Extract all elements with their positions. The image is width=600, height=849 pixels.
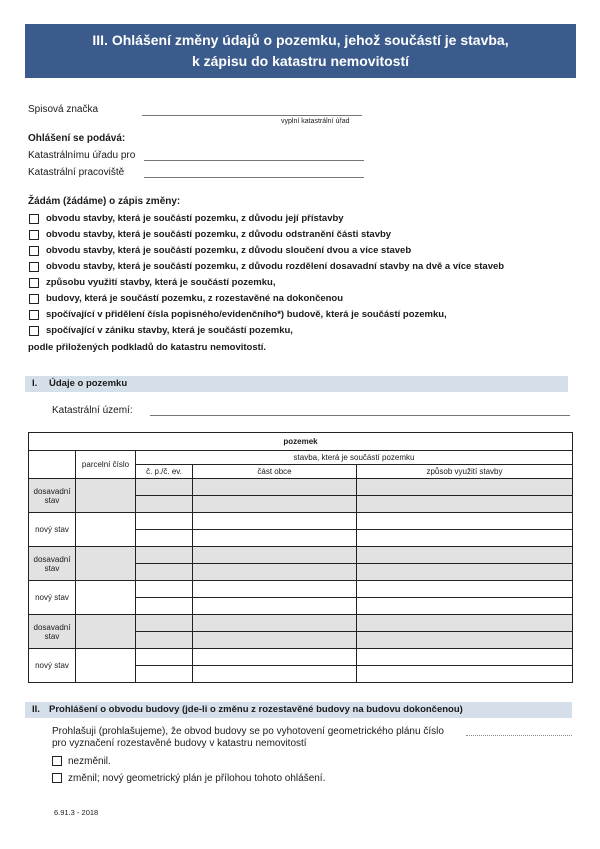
row-label: dosavadní stav [29,615,76,649]
zpusob-cell[interactable] [357,513,573,547]
change-option-5: způsobu využití stavby, která je součástí pozemku, [46,277,276,288]
parcelni-cell[interactable] [76,547,136,581]
form-code: 6.91.3 - 2018 [54,808,99,817]
table-header-stavba: stavba, která je součástí pozemku [136,451,573,465]
parcelni-cell[interactable] [76,513,136,547]
cp-cell[interactable] [136,547,193,581]
spisova-field[interactable] [142,115,362,116]
change-option-6: budovy, která je součástí pozemku, z rozestavěné na dokončenou [46,293,344,304]
zmenil-label: změnil; nový geometrický plán je přílohou tohoto ohlášení. [68,773,326,784]
cp-cell[interactable] [136,479,193,513]
change-checkbox-4[interactable] [29,262,39,272]
cp-cell[interactable] [136,581,193,615]
nezmenil-checkbox[interactable] [52,756,62,766]
table-header-zpusob: způsob využití stavby [357,465,573,479]
cast-obce-cell[interactable] [193,479,357,513]
zpusob-cell[interactable] [357,615,573,649]
zpusob-cell[interactable] [357,479,573,513]
table-row [29,547,573,581]
change-checkbox-5[interactable] [29,278,39,288]
spisova-label: Spisová značka [28,104,99,115]
row-label: dosavadní stav [29,479,76,513]
parcel-table [28,432,573,683]
zmenil-checkbox[interactable] [52,773,62,783]
section-1-bar [25,376,568,392]
change-option-3: obvodu stavby, která je součástí pozemku, z důvodu sloučení dvou a více staveb [46,245,412,256]
cp-cell[interactable] [136,513,193,547]
katastralni-label: Katastrální území: [52,405,133,416]
change-checkbox-3[interactable] [29,246,39,256]
cast-obce-cell[interactable] [193,513,357,547]
cast-obce-cell[interactable] [193,649,357,683]
header-line-2: k zápisu do katastru nemovitostí [191,53,410,69]
section-1-title: Údaje o pozemku [49,378,128,389]
cast-obce-cell[interactable] [193,581,357,615]
prohlaseni-text-1: Prohlašuji (prohlašujeme), že obvod budovy se po vyhotovení geometrického plánu číslo [52,726,444,737]
table-row [29,513,573,547]
form-header [25,24,576,78]
parcelni-cell[interactable] [76,649,136,683]
section-1-number: I. [32,378,38,389]
cast-obce-cell[interactable] [193,615,357,649]
change-checkbox-2[interactable] [29,230,39,240]
parcelni-cell[interactable] [76,615,136,649]
podava-label: Ohlášení se podává: [28,133,126,144]
section-2-number: II. [32,704,40,715]
cast-obce-cell[interactable] [193,547,357,581]
zpusob-cell[interactable] [357,547,573,581]
table-header-cast-obce: část obce [193,465,357,479]
change-option-4: obvodu stavby, která je součástí pozemku, z důvodu rozdělení dosavadní stavby na dvě a více staveb [46,261,505,272]
row-label: nový stav [29,581,76,615]
table-header-blank [29,451,76,479]
prohlaseni-text-2: pro vyznačení rozestavěné budovy v katastru nemovitostí [52,738,307,749]
change-option-1: obvodu stavby, která je součástí pozemku, z důvodu její přístavby [46,213,344,224]
table-header-parcelni: parcelní číslo [76,451,136,479]
pracoviste-label: Katastrální pracoviště [28,167,125,178]
pracoviste-field[interactable] [144,177,364,178]
zadam-footer: podle přiložených podkladů do katastru nemovitostí. [28,342,267,353]
change-checkbox-1[interactable] [29,214,39,224]
change-option-7: spočívající v přidělení čísla popisného/evidenčního*) budově, která je součástí pozemku, [46,309,447,320]
header-line-1: III. Ohlášení změny údajů o pozemku, jehož součástí je stavba, [92,32,509,48]
change-option-8: spočívající v zániku stavby, která je součástí pozemku, [46,325,293,336]
zpusob-cell[interactable] [357,649,573,683]
table-row [29,581,573,615]
cp-cell[interactable] [136,615,193,649]
row-label: nový stav [29,649,76,683]
parcelni-cell[interactable] [76,479,136,513]
urad-label: Katastrálnímu úřadu pro [28,150,136,161]
change-checkbox-8[interactable] [29,326,39,336]
change-checkbox-6[interactable] [29,294,39,304]
row-label: nový stav [29,513,76,547]
katastralni-field[interactable] [150,415,570,416]
zadam-title: Žádám (žádáme) o zápis změny: [28,196,181,207]
parcelni-cell[interactable] [76,581,136,615]
change-checkbox-7[interactable] [29,310,39,320]
urad-field[interactable] [144,160,364,161]
table-header-cp: č. p./č. ev. [136,465,193,479]
table-header-pozemek: pozemek [29,433,573,451]
table-row [29,615,573,649]
gp-number-field[interactable] [466,735,572,736]
change-option-2: obvodu stavby, která je součástí pozemku, z důvodu odstranění části stavby [46,229,392,240]
cp-cell[interactable] [136,649,193,683]
table-row [29,479,573,513]
spisova-hint: vyplní katastrální úřad [281,118,350,125]
section-2-title: Prohlášení o obvodu budovy (jde-li o změnu z rozestavěné budovy na budovu dokončenou) [49,704,463,715]
section-2-bar [25,702,572,718]
nezmenil-label: nezměnil. [68,756,111,767]
zpusob-cell[interactable] [357,581,573,615]
table-row [29,649,573,683]
row-label: dosavadní stav [29,547,76,581]
